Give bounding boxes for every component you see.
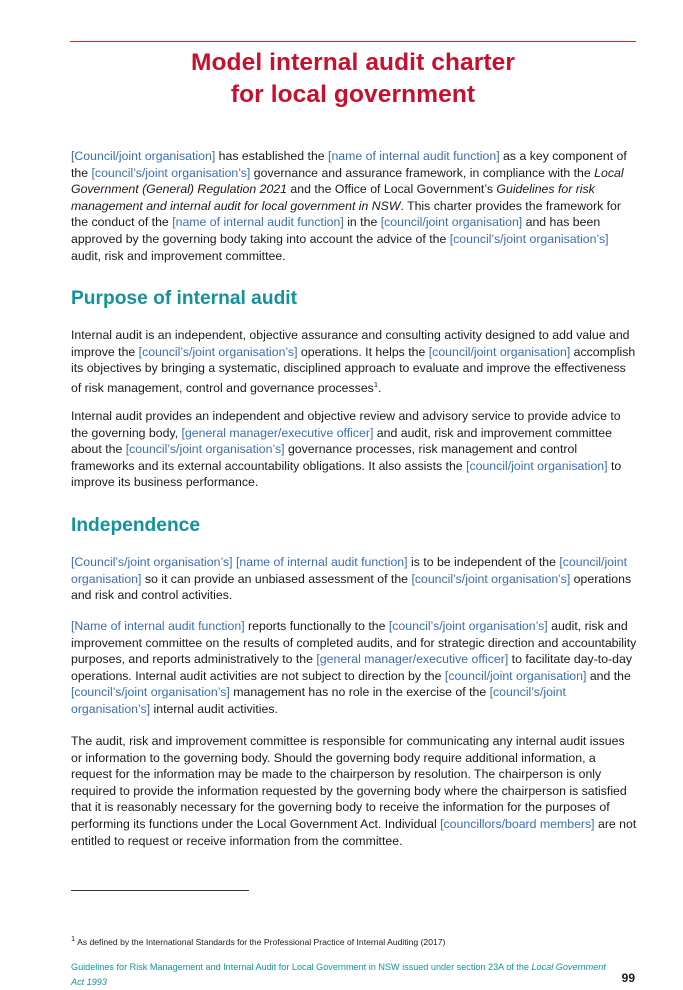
title-line-1: Model internal audit charter <box>190 49 516 76</box>
independence-paragraph-2 <box>71 618 637 718</box>
text: to improve its business performance. <box>71 458 622 490</box>
footnote-text: As defined by the International Standards for the Professional Practice of Internal Auditing (2017) <box>75 936 446 947</box>
footnote <box>71 933 445 948</box>
placeholder: [Name of internal audit function] <box>71 619 245 633</box>
placeholder: [council/joint organisation] <box>466 458 608 473</box>
placeholder: [council’s/joint organisation’s] <box>411 571 571 586</box>
footer-text: Guidelines for Risk Management and Internal Audit for Local Government in NSW issued under section 23A of the <box>71 962 532 972</box>
footnote-ref: 1 <box>373 379 378 389</box>
text: audit, risk and improvement committee. <box>71 248 286 263</box>
placeholder: [name of internal audit function] <box>328 149 500 163</box>
placeholder: [council/joint organisation] <box>71 555 628 586</box>
page-footer <box>71 960 611 990</box>
text: The audit, risk and improvement committee is responsible for communicating any internal audit issues or information to the governing body. Should the governing body require additional information, a request for the information may be made to the chairperson by resolution. The chairperson is only required to provide the information requested by the governing body where the chairperson is satisfied that it is reasonably necessary for the governing body to receive the information for the purposes of performing its functions under the Local Government Act. Individual <box>71 734 627 831</box>
text: are not entitled to request or receive information from the committee. <box>71 816 637 848</box>
placeholder: [Council/joint organisation] <box>71 149 216 163</box>
page-title <box>70 47 636 111</box>
footnote-number: 1 <box>71 934 76 943</box>
text: and audit, risk and improvement committee about the <box>71 425 612 457</box>
placeholder: [council’s/joint organisation’s] <box>91 165 251 180</box>
footer-act-title: Local Government Act 1993 <box>71 962 606 987</box>
text: operations and risk and control activities. <box>71 571 632 603</box>
text: and the <box>586 668 631 683</box>
text: audit, risk and improvement committee on the results of completed audits, and for strategic direction and accountability purposes, and reports administratively to the <box>71 619 637 667</box>
placeholder: [council’s/joint organisation’s] <box>449 231 609 246</box>
text: in the <box>343 215 381 230</box>
text: reports functionally to the <box>244 619 389 633</box>
independence-paragraph-1 <box>71 554 637 604</box>
independence-paragraph-3 <box>71 733 637 849</box>
placeholder: [general manager/executive officer] <box>181 425 374 440</box>
text: . <box>377 380 382 395</box>
section-heading-independence: Independence <box>71 515 201 536</box>
placeholder: [council’s/joint organisation’s] <box>138 344 298 359</box>
regulation-title: Local Government (General) Regulation 2021 <box>71 165 624 197</box>
placeholder: [council’s/joint organisation’s] <box>388 619 548 633</box>
text: as a key component of the <box>71 149 627 180</box>
title-line-2: for local government <box>230 81 476 108</box>
text: has established the <box>215 149 329 163</box>
placeholder: [name of internal audit function] <box>235 555 408 569</box>
placeholder: [council/joint organisation] <box>380 215 523 230</box>
text: and has been approved by the governing body taking into account the advice of the <box>71 215 601 246</box>
text: Internal audit provides an independent and objective review and advisory service to provide advice to the governing body, <box>71 409 621 440</box>
top-rule <box>70 41 636 42</box>
placeholder: [council’s/joint organisation’s] <box>125 442 285 457</box>
text: internal audit activities. <box>150 701 278 716</box>
purpose-paragraph-2 <box>71 408 637 491</box>
placeholder: [council/joint organisation] <box>444 668 587 683</box>
placeholder: [council’s/joint organisation’s] <box>71 685 230 700</box>
intro-paragraph <box>71 148 637 264</box>
text: accomplish its objectives by bringing a systematic, disciplined approach to evaluate and improve the effectiveness of risk management, control and governance processes <box>71 344 636 395</box>
footnote-rule <box>71 890 249 891</box>
text: management has no role in the exercise of the <box>229 685 490 700</box>
placeholder: [council’s/joint organisation’s] <box>71 685 566 716</box>
text: is to be independent of the <box>407 555 560 569</box>
page-number: 99 <box>621 971 635 985</box>
text: so it can provide an unbiased assessment of the <box>141 571 412 586</box>
guidelines-title: Guidelines for risk management and internal audit for local government in NSW <box>71 182 595 213</box>
section-heading-purpose: Purpose of internal audit <box>71 288 298 309</box>
placeholder: [name of internal audit function] <box>172 215 344 230</box>
text: to facilitate day-to-day operations. Internal audit activities are not subject to direction by the <box>71 652 632 683</box>
placeholder: [Council’s/joint organisation’s] <box>71 555 233 569</box>
text: governance processes, risk management and control frameworks and its external accountability obligations. It also assists the <box>71 442 578 473</box>
purpose-paragraph-1 <box>71 327 637 396</box>
placeholder: [general manager/executive officer] <box>316 652 509 667</box>
text: Internal audit is an independent, objective assurance and consulting activity designed to add value and improve the <box>71 328 630 359</box>
text: governance and assurance framework, in compliance with the <box>250 165 595 180</box>
placeholder: [councillors/board members] <box>440 816 595 831</box>
placeholder: [council/joint organisation] <box>428 344 571 359</box>
text: operations. It helps the <box>297 344 429 359</box>
text: . This charter provides the framework for the conduct of the <box>71 198 621 230</box>
text: and the Office of Local Government’s <box>287 182 497 197</box>
